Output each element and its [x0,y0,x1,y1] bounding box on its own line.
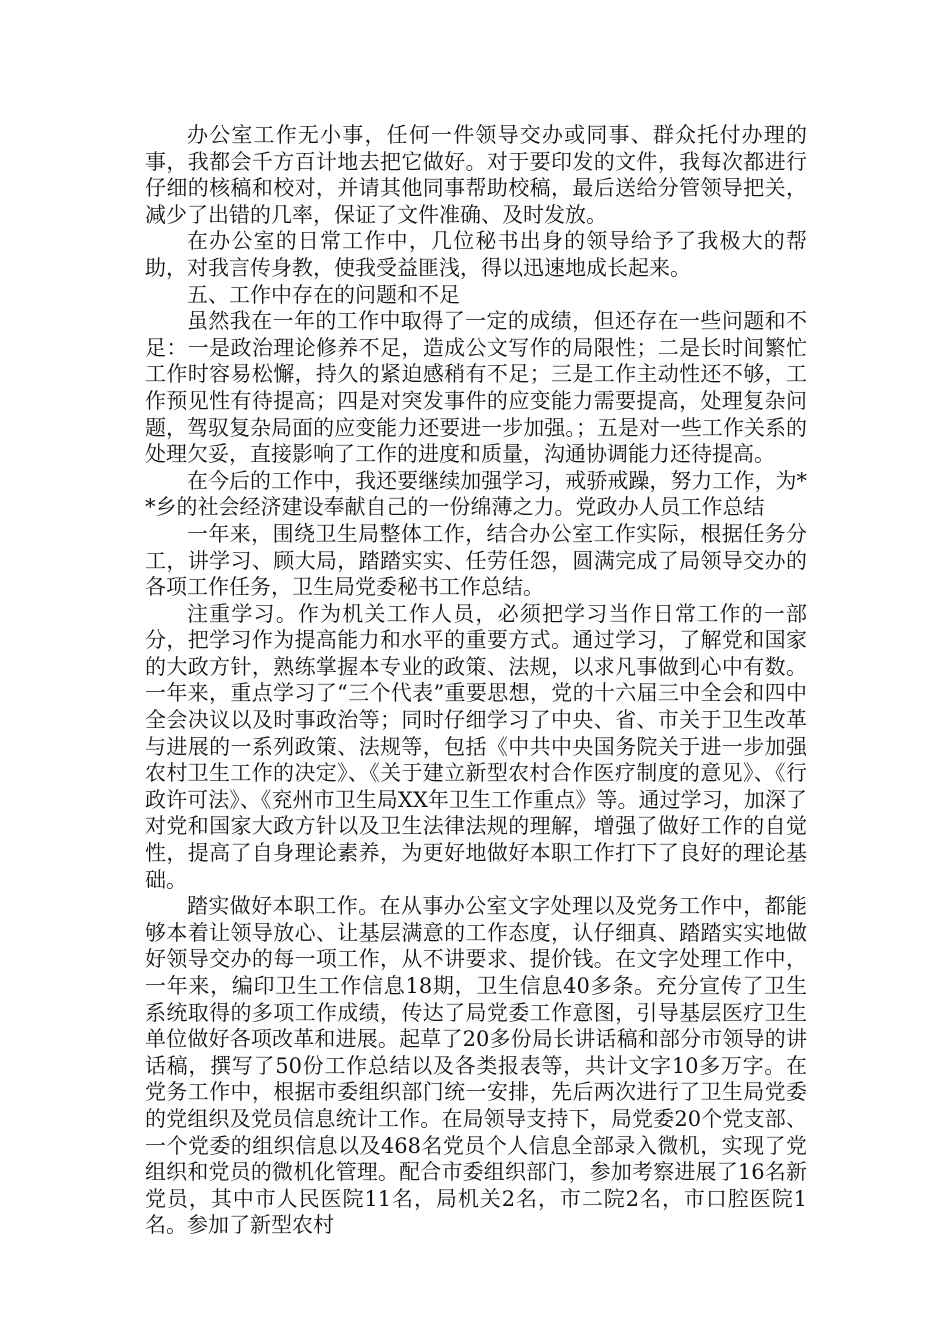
paragraph-5: 一年来，围绕卫生局整体工作，结合办公室工作实际，根据任务分工，讲学习、顾大局，踏踏实实、任劳任怨，圆满完成了局领导交办的各项工作任务，卫生局党委秘书工作总结。 [145,521,807,600]
paragraph-7: 踏实做好本职工作。在从事办公室文字处理以及党务工作中，都能够本着让领导放心、让基层满意的工作态度，认仔细真、踏踏实实地做好领导交办的每一项工作，从不讲要求、提价钱。在文字处理工作中，一年来，编印卫生工作信息18期，卫生信息40多条。充分宣传了卫生系统取得的多项工作成绩，传达了局党委工作意图，引导基层医疗卫生单位做好各项改革和进展。起草了20多份局长讲话稿和部分市领导的讲话稿，撰写了50份工作总结以及各类报表等，共计文字10多万字。在党务工作中，根据市委组织部门统一安排，先后两次进行了卫生局党委的党组织及党员信息统计工作。在局领导支持下，局党委20个党支部、一个党委的组织信息以及468名党员个人信息全部录入微机，实现了党组织和党员的微机化管理。配合市委组织部门，参加考察进展了16名新党员，其中市人民医院11名，局机关2名，市二院2名，市口腔医院1名。参加了新型农村 [145,894,807,1238]
paragraph-6: 注重学习。作为机关工作人员，必须把学习当作日常工作的一部分，把学习作为提高能力和水平的重要方式。通过学习，了解党和国家的大政方针，熟练掌握本专业的政策、法规，以求凡事做到心中有数。一年来，重点学习了“三个代表”重要思想，党的十六届三中全会和四中全会决议以及时事政治等；同时仔细学习了中央、省、市关于卫生改革与进展的一系列政策、法规等，包括《中共中央国务院关于进一步加强农村卫生工作的决定》、《关于建立新型农村合作医疗制度的意见》、《行政许可法》、《兖州市卫生局XX年卫生工作重点》等。通过学习，加深了对党和国家大政方针以及卫生法律法规的理解，增强了做好工作的自觉性，提高了自身理论素养，为更好地做好本职工作打下了良好的理论基础。 [145,601,807,892]
paragraph-2: 在办公室的日常工作中，几位秘书出身的领导给予了我极大的帮助，对我言传身教，使我受益匪浅，得以迅速地成长起来。 [145,229,807,280]
document-page [145,122,807,1239]
paragraph-4: 在今后的工作中，我还要继续加强学习，戒骄戒躁，努力工作，为**乡的社会经济建设奉献自己的一份绵薄之力。党政办人员工作总结 [145,468,807,520]
section-heading: 五、工作中存在的问题和不足 [187,282,460,307]
paragraph-3: 虽然我在一年的工作中取得了一定的成绩，但还存在一些问题和不足：一是政治理论修养不足，造成公文写作的局限性；二是长时间繁忙工作时容易松懈，持久的紧迫感稍有不足；三是工作主动性还不够，工作预见性有待提高；四是对突发事件的应变能力需要提高，处理复杂问题，驾驭复杂局面的应变能力还要进一步加强。；五是对一些工作关系的处理欠妥，直接影响了工作的进度和质量，沟通协调能力还待提高。 [145,309,807,467]
paragraph-1: 办公室工作无小事，任何一件领导交办或同事、群众托付办理的事，我都会千方百计地去把它做好。对于要印发的文件，我每次都进行仔细的核稿和校对，并请其他同事帮助校稿，最后送给分管领导把关，减少了出错的几率，保证了文件准确、及时发放。 [145,123,807,227]
